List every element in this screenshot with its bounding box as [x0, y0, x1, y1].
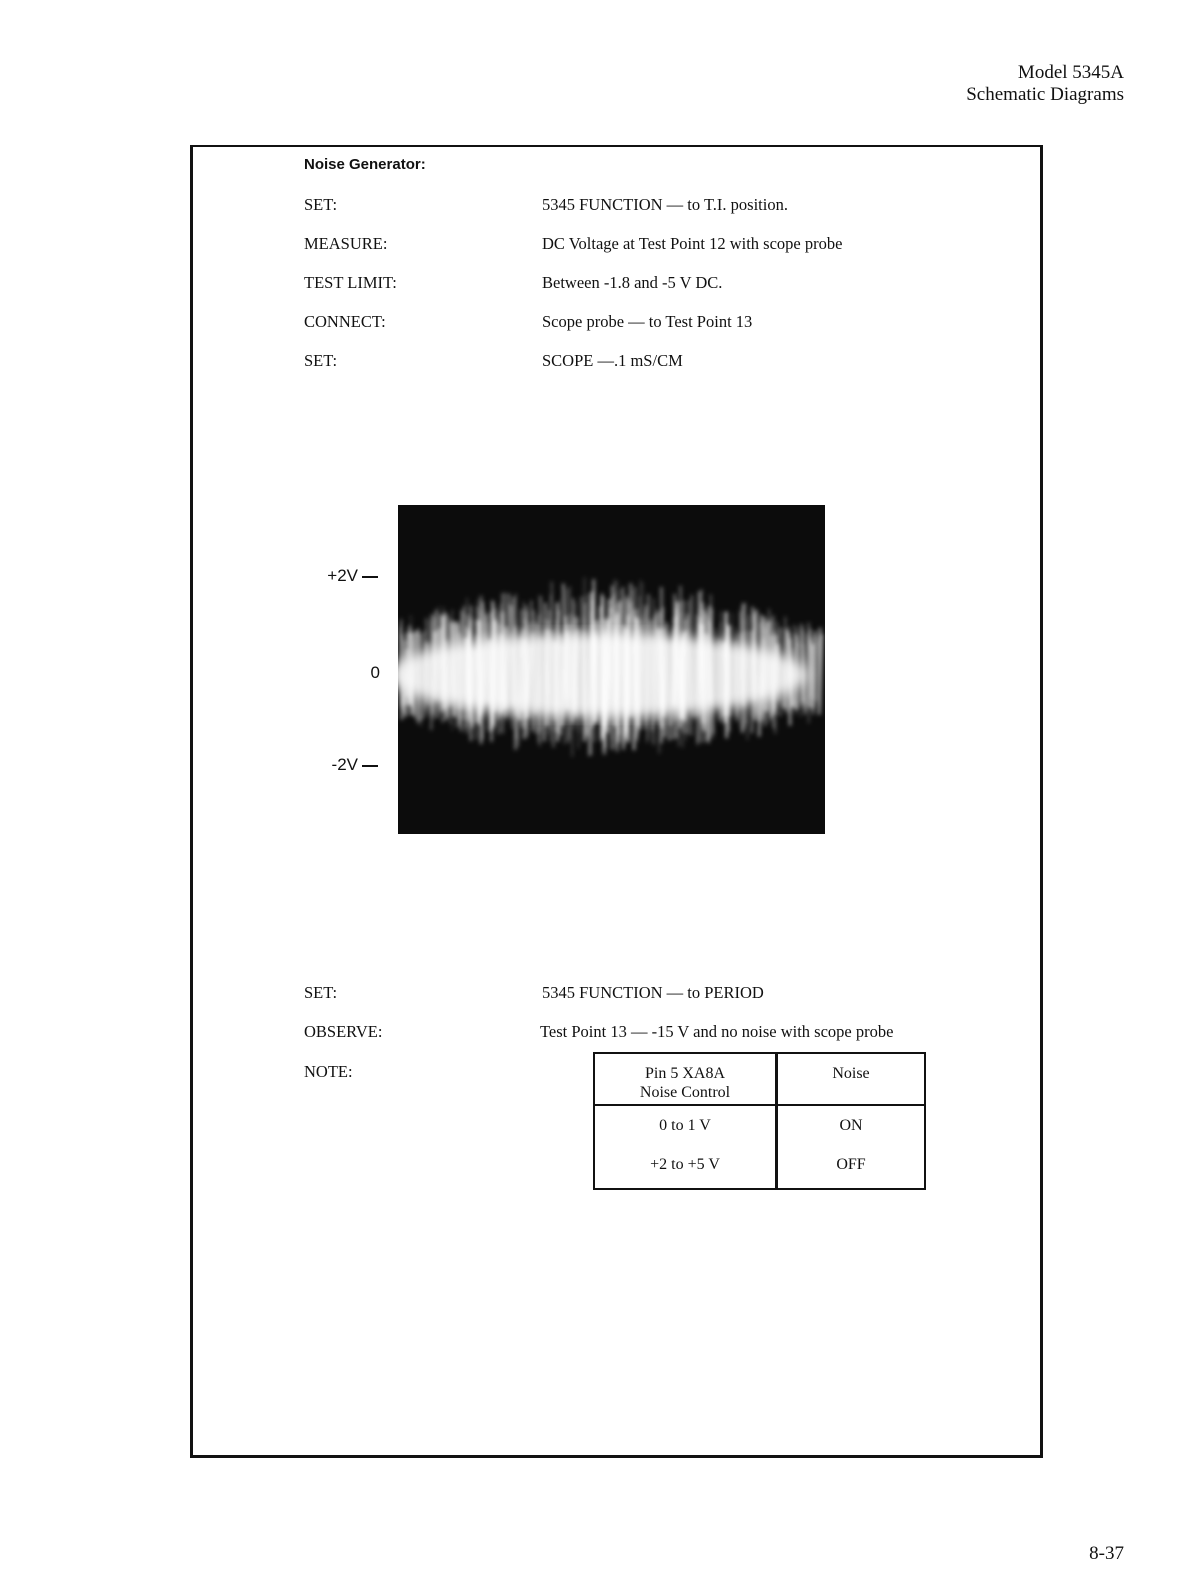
- scope-tick: [362, 765, 378, 767]
- table-cell: +2 to +5 V: [594, 1145, 777, 1189]
- table-row: [594, 1145, 925, 1189]
- step-value: Between -1.8 and -5 V DC.: [542, 273, 723, 292]
- section-label: Schematic Diagrams: [966, 84, 1124, 105]
- noise-control-table: [593, 1052, 926, 1190]
- step-label: SET:: [304, 351, 338, 370]
- step-label: OBSERVE:: [304, 1022, 383, 1041]
- step-value: SCOPE —.1 mS/CM: [542, 351, 683, 370]
- table-header-pin: Pin 5 XA8A Noise Control: [594, 1053, 777, 1105]
- step-value: Scope probe — to Test Point 13: [542, 312, 753, 331]
- table-header-noise: Noise: [777, 1053, 926, 1105]
- section-title: Noise Generator:: [304, 156, 426, 173]
- page-number: 8-37: [1089, 1543, 1124, 1564]
- step-label: MEASURE:: [304, 234, 388, 253]
- table-cell: OFF: [777, 1145, 926, 1189]
- step-value: 5345 FUNCTION — to T.I. position.: [542, 195, 788, 214]
- step-label: NOTE:: [304, 1062, 353, 1081]
- step-label: SET:: [304, 983, 338, 1002]
- noise-band-image: [398, 505, 825, 834]
- page-header: [966, 62, 1124, 106]
- step-value: Test Point 13 — -15 V and no noise with scope probe: [540, 1022, 894, 1041]
- step-value: 5345 FUNCTION — to PERIOD: [542, 983, 764, 1002]
- step-label: SET:: [304, 195, 338, 214]
- oscilloscope-trace-photo: [398, 505, 825, 834]
- scope-label-minus2v: -2V: [331, 755, 358, 774]
- table-header-row: [594, 1053, 925, 1105]
- scope-tick: [362, 576, 378, 578]
- step-label: TEST LIMIT:: [304, 273, 397, 292]
- step-value: DC Voltage at Test Point 12 with scope probe: [542, 234, 843, 253]
- scope-label-zero: 0: [370, 663, 380, 682]
- scope-label-plus2v: +2V: [327, 566, 358, 585]
- step-label: CONNECT:: [304, 312, 386, 331]
- table-cell: ON: [777, 1105, 926, 1145]
- model-label: Model 5345A: [1017, 62, 1124, 83]
- table-cell: 0 to 1 V: [594, 1105, 777, 1145]
- table-row: [594, 1105, 925, 1145]
